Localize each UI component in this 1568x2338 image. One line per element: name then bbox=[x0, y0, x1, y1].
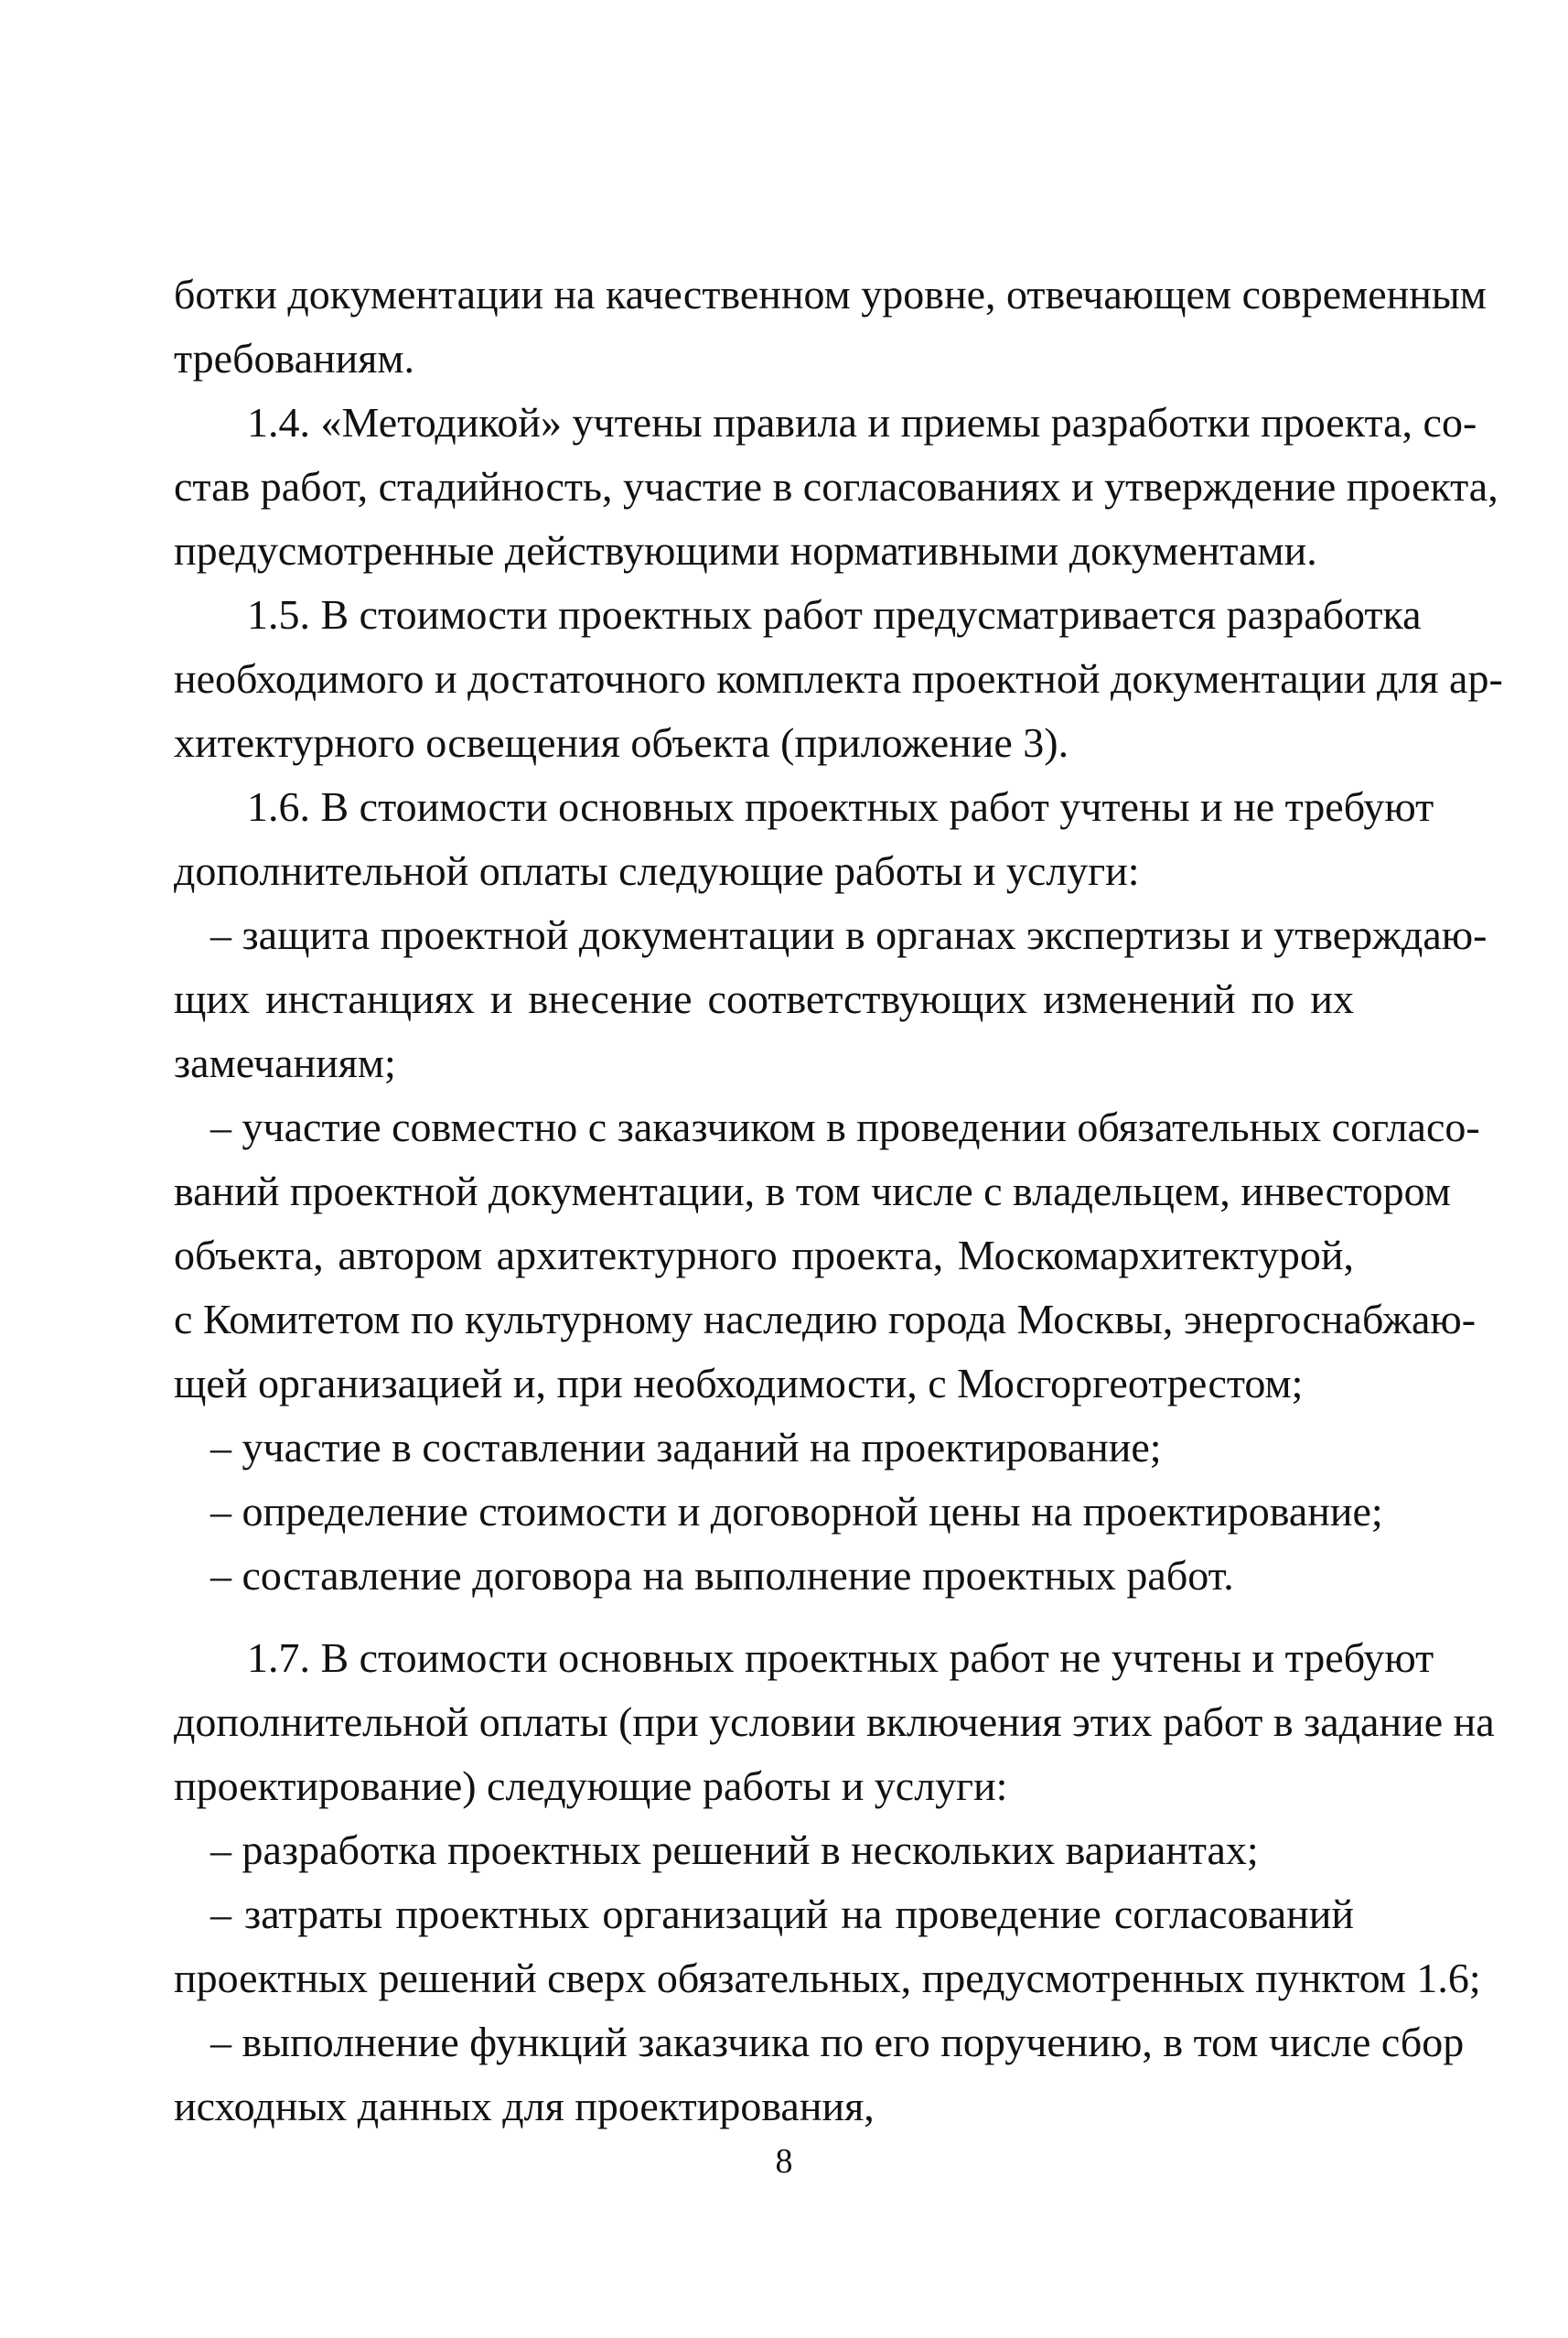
text-line-3: 1.4. «Методикой» учтены правила и приемы разработки проекта, со- bbox=[247, 399, 1477, 446]
text-line-9: 1.6. В стоимости основных проектных работ учтены и не требуют bbox=[247, 783, 1434, 830]
text-line-7: необходимого и достаточного комплекта проектной документации для ар- bbox=[174, 655, 1503, 702]
text-line-6: 1.5. В стоимости проектных работ предусматривается разработка bbox=[247, 591, 1422, 638]
text-line-10: дополнительной оплаты следующие работы и услуги: bbox=[174, 847, 1140, 894]
text-line-24: проектирование) следующие работы и услуги: bbox=[174, 1762, 1008, 1809]
text-line-21: – составление договора на выполнение проектных работ. bbox=[210, 1552, 1234, 1599]
page-number: 8 bbox=[775, 2142, 793, 2181]
text-line-15: ваний проектной документации, в том числе с владельцем, инвестором bbox=[174, 1168, 1451, 1214]
text-line-11: – защита проектной документации в органах экспертизы и утверждаю- bbox=[210, 911, 1487, 958]
text-line-27: проектных решений сверх обязательных, предусмотренных пунктом 1.6; bbox=[174, 1955, 1481, 2001]
text-line-13: замечаниям; bbox=[174, 1040, 396, 1086]
text-line-20: – определение стоимости и договорной цены на проектирование; bbox=[210, 1488, 1383, 1535]
text-line-4: став работ, стадийность, участие в согласованиях и утверждение проекта, bbox=[174, 463, 1498, 510]
text-line-25: – разработка проектных решений в нескольких вариантах; bbox=[210, 1826, 1259, 1873]
text-line-2: требованиям. bbox=[174, 335, 415, 382]
text-line-8: хитектурного освещения объекта (приложение 3). bbox=[174, 719, 1069, 766]
text-line-22: 1.7. В стоимости основных проектных работ не учтены и требуют bbox=[247, 1634, 1434, 1681]
text-line-1: ботки документации на качественном уровне, отвечающем современным bbox=[174, 271, 1487, 318]
text-line-17: с Комитетом по культурному наследию города Москвы, энергоснабжаю- bbox=[174, 1296, 1477, 1342]
text-line-12: щих инстанциях и внесение соответствующих изменений по их bbox=[174, 975, 1354, 1022]
text-line-29: исходных данных для проектирования, bbox=[174, 2083, 875, 2129]
text-line-16: объекта, автором архитектурного проекта, Москомархитектурой, bbox=[174, 1232, 1354, 1278]
text-line-5: предусмотренные действующими нормативными документами. bbox=[174, 527, 1317, 574]
text-line-14: – участие совместно с заказчиком в проведении обязательных согласо- bbox=[210, 1104, 1480, 1150]
text-line-19: – участие в составлении заданий на проектирование; bbox=[210, 1424, 1162, 1471]
text-line-23: дополнительной оплаты (при условии включения этих работ в задание на bbox=[174, 1698, 1495, 1745]
text-line-18: щей организацией и, при необходимости, с Мосгоргеотрестом; bbox=[174, 1360, 1304, 1406]
text-line-28: – выполнение функций заказчика по его поручению, в том числе сбор bbox=[210, 2019, 1465, 2065]
text-line-26: – затраты проектных организаций на проведение согласований bbox=[210, 1891, 1354, 1937]
